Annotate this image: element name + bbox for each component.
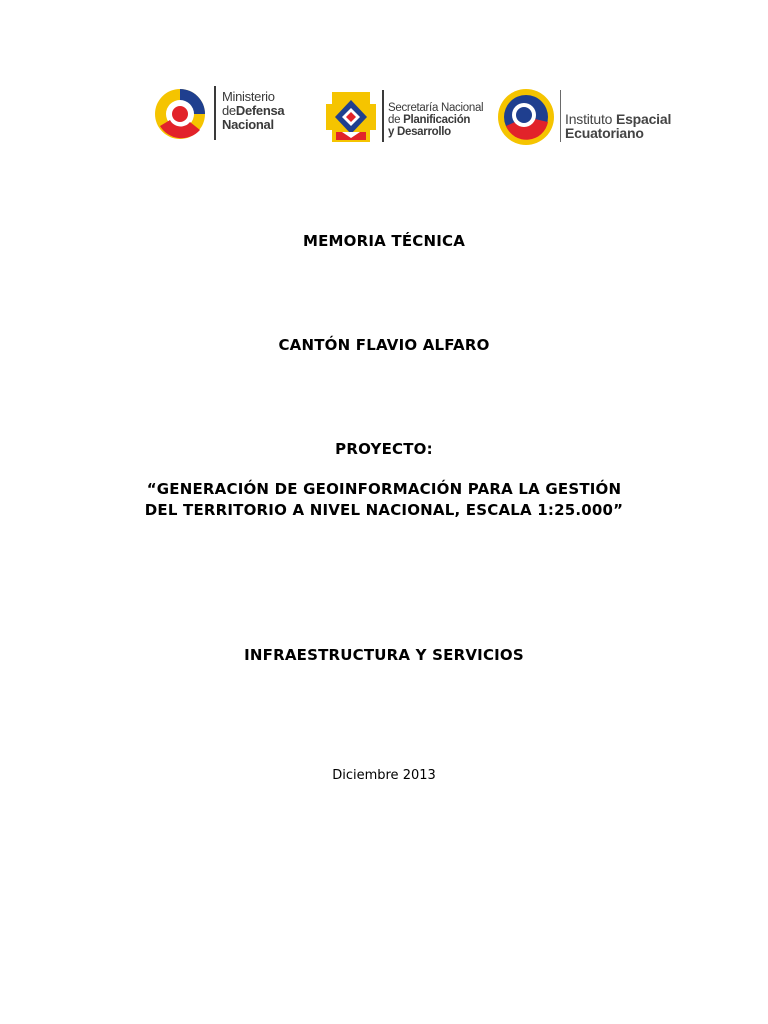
- mdn-divider: [214, 86, 216, 140]
- senplades-emblem-icon: [322, 88, 380, 146]
- mdn-line2-prefix: de: [222, 103, 236, 118]
- section-title: INFRAESTRUCTURA Y SERVICIOS: [244, 646, 524, 664]
- mdn-line2: Defensa: [235, 103, 285, 118]
- iee-wordmark: [565, 112, 671, 140]
- senplades-logo: [322, 82, 492, 152]
- senplades-line3: y Desarrollo: [388, 126, 451, 138]
- iee-logo: [496, 82, 690, 152]
- document-title: MEMORIA TÉCNICA: [302, 232, 466, 250]
- mdn-wordmark: [222, 90, 284, 132]
- iee-divider: [560, 90, 561, 142]
- iee-line1-a: Instituto: [565, 111, 613, 127]
- document-date: Diciembre 2013: [332, 768, 436, 783]
- project-title-line2: DEL TERRITORIO A NIVEL NACIONAL, ESCALA 1:25.000”: [144, 501, 624, 519]
- mdn-line3: Nacional: [222, 117, 274, 132]
- senplades-line2-prefix: de: [388, 114, 401, 126]
- project-label: PROYECTO:: [335, 440, 433, 458]
- iee-line2: Ecuatoriano: [565, 125, 644, 141]
- iee-emblem-icon: [496, 86, 556, 148]
- iee-line1-b: Espacial: [615, 111, 672, 127]
- mdn-logo: [150, 82, 300, 152]
- mdn-emblem-icon: [150, 82, 212, 144]
- senplades-line1: Secretaría Nacional: [388, 102, 484, 114]
- mdn-line1: Ministerio: [222, 89, 275, 104]
- logo-bar: [150, 82, 690, 152]
- senplades-line2: Planificación: [403, 114, 471, 126]
- senplades-divider: [382, 90, 384, 142]
- project-title-line1: “GENERACIÓN DE GEOINFORMACIÓN PARA LA GESTIÓN: [146, 480, 622, 498]
- senplades-wordmark: [388, 102, 483, 138]
- canton-name: CANTÓN FLAVIO ALFARO: [278, 336, 490, 354]
